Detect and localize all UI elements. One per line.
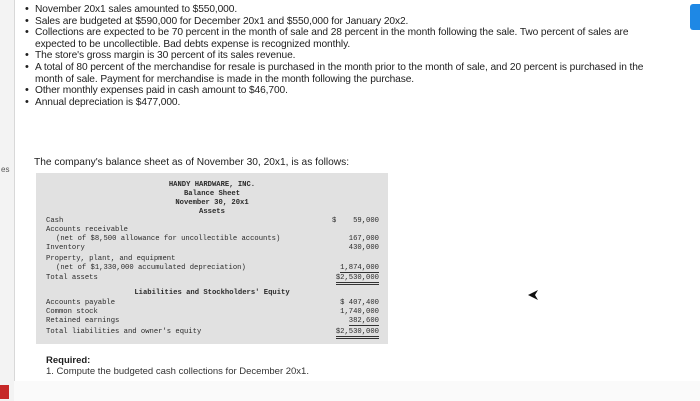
cash-amount: 59,000 — [353, 217, 379, 225]
bullet-november-sales: • November 20x1 sales amounted to $550,000. — [24, 4, 652, 16]
ap-amount: $ 407,400 — [340, 299, 379, 307]
balance-sheet — [36, 173, 388, 344]
gutter-tab[interactable] — [0, 385, 9, 399]
right-edge-tab[interactable] — [690, 4, 700, 30]
bullet-depreciation: • Annual depreciation is $477,000. — [24, 97, 652, 109]
assumptions-list — [24, 4, 652, 108]
bullet-collections: • Collections are expected to be 70 percent in the month of sale and 28 percent in the month following the sale. Two percent of sales are expected to be uncollectible. Bad debts expense is recognized monthly. — [24, 27, 652, 50]
bullet-purchases: • A total of 80 percent of the merchandise for resale is purchased in the month prior to the month of sale, and 20 percent is purchased in the month of sale. Payment for merchandise is made in the month following the purchase. — [24, 62, 652, 85]
ppe-amount: 1,874,000 — [340, 264, 379, 272]
ap-label: Accounts payable — [46, 299, 116, 307]
total-assets-label: Total assets — [46, 274, 98, 282]
left-gutter — [0, 0, 15, 401]
assets-heading: Assets — [199, 208, 225, 216]
bullet-other-expenses: • Other monthly expenses paid in cash amount to $46,700. — [24, 85, 652, 97]
total-le-amount: $2,530,000 — [336, 328, 379, 339]
required-item-1: 1. Compute the budgeted cash collections for December 20x1. — [46, 366, 309, 376]
row-retained-earnings — [46, 317, 379, 327]
cs-amount: 1,740,000 — [340, 308, 379, 316]
row-ppe-net — [46, 264, 379, 274]
ar-label: Accounts receivable — [46, 226, 128, 234]
cash-dollar-sign: $ — [332, 217, 337, 225]
re-amount: 382,600 — [348, 317, 379, 325]
bullet-gross-margin: • The store's gross margin is 30 percent of its sales revenue. — [24, 50, 652, 62]
cash-label: Cash — [46, 217, 64, 225]
balance-sheet-intro: The company's balance sheet as of November 30, 20x1, is as follows: — [34, 157, 350, 168]
inventory-label: Inventory — [46, 244, 85, 252]
liabilities-heading: Liabilities and Stockholders' Equity — [134, 289, 290, 297]
cs-label: Common stock — [46, 308, 98, 316]
total-le-label: Total liabilities and owner's equity — [46, 328, 202, 336]
sheet-title: Balance Sheet — [183, 190, 241, 198]
ar-sub-label: (net of $8,500 allowance for uncollectible accounts) — [56, 235, 281, 243]
bottom-bar — [14, 381, 700, 401]
ppe-label: Property, plant, and equipment — [46, 255, 176, 263]
cursor-arrow-icon — [528, 290, 540, 300]
bullet-budgeted-sales: • Sales are budgeted at $590,000 for December 20x1 and $550,000 for January 20x2. — [24, 16, 652, 28]
gutter-label: es — [1, 165, 10, 174]
required-heading: Required: — [46, 355, 91, 366]
inventory-amount: 430,000 — [348, 244, 379, 252]
ppe-sub-label: (net of $1,330,000 accumulated depreciation) — [56, 264, 246, 272]
company-name: HANDY HARDWARE, INC. — [168, 181, 256, 189]
row-total-le — [46, 328, 379, 338]
total-assets-amount: $2,530,000 — [336, 274, 379, 285]
sheet-date: November 30, 20x1 — [175, 199, 249, 207]
row-inventory — [46, 244, 379, 254]
ar-amount: 167,000 — [348, 235, 379, 243]
re-label: Retained earnings — [46, 317, 120, 325]
row-total-assets — [46, 274, 379, 284]
